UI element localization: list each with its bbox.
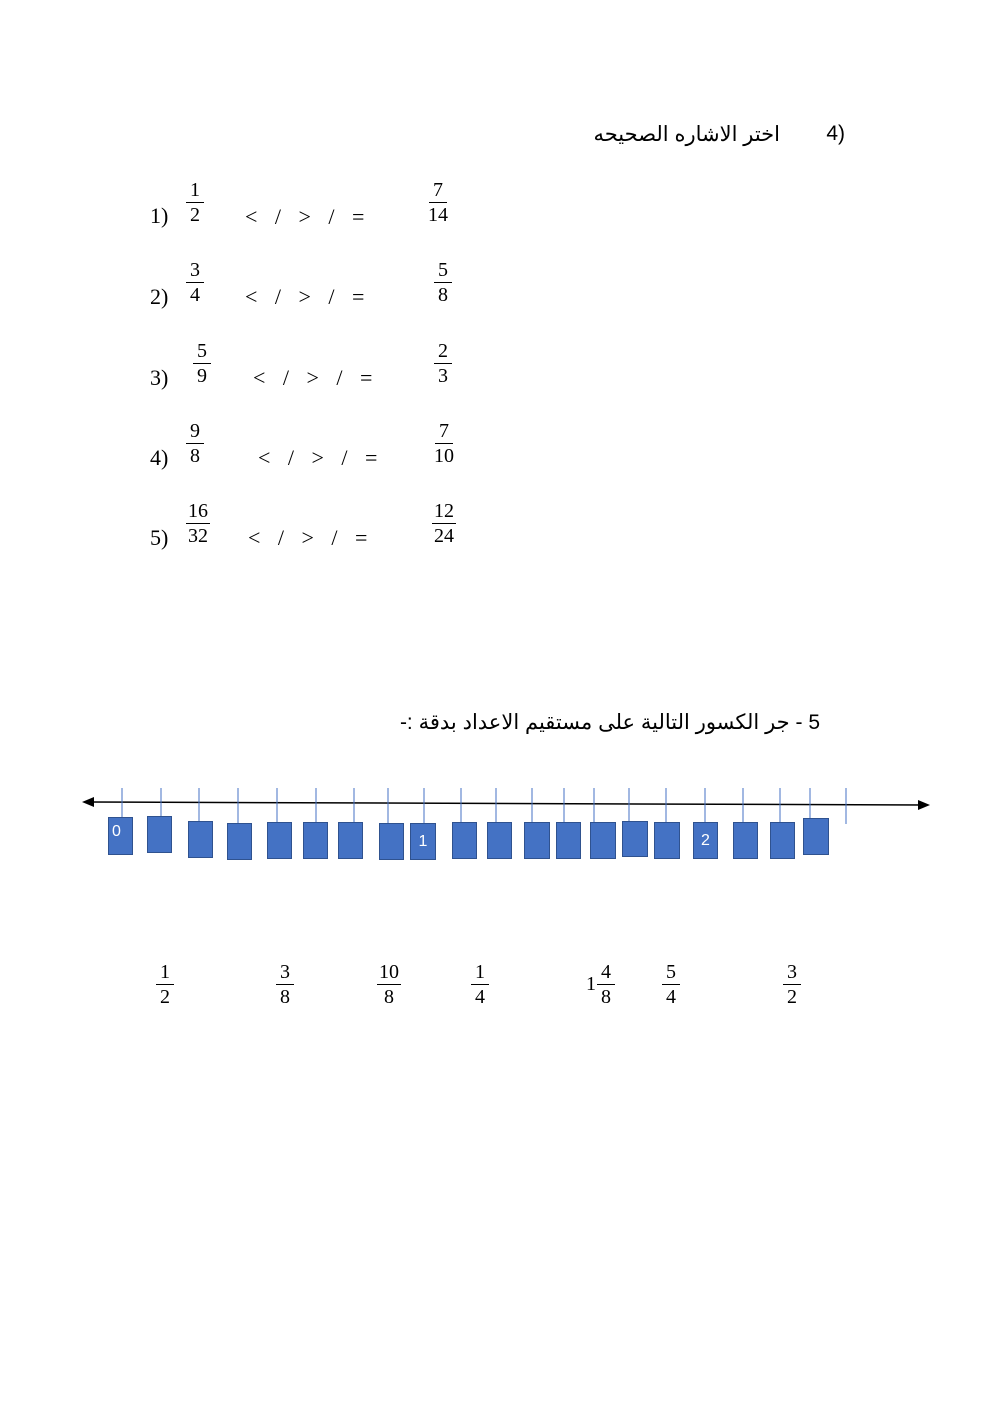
question-4-heading (585, 122, 845, 152)
item-3-left-fraction: $\frac{5}{9}$ (193, 341, 211, 386)
item-1-sign-choices[interactable]: < / > / = (245, 204, 371, 229)
drop-tile-18[interactable] (733, 822, 758, 859)
drop-tile-6[interactable] (303, 822, 328, 859)
drop-tile-9[interactable] (410, 823, 436, 860)
drop-tile-19[interactable] (770, 822, 795, 859)
drop-tile-label: 0 (112, 823, 121, 841)
drop-tile-2[interactable] (147, 816, 172, 853)
drop-tile-15[interactable] (622, 821, 648, 857)
drag-fraction-1-4[interactable]: $\frac{1}{4}$ (471, 962, 489, 1007)
drop-tile-3[interactable] (188, 821, 213, 858)
drag-fraction-1-4-8[interactable]: 1 $\frac{4}{8}$ (586, 962, 615, 1007)
number-line-ticks (122, 788, 846, 824)
item-4-sign-choices[interactable]: < / > / = (258, 445, 384, 470)
drop-tile-11[interactable] (487, 822, 512, 859)
item-3-label: 3) (150, 365, 169, 390)
drop-tile-12[interactable] (524, 822, 550, 859)
drop-tile-label: 2 (701, 831, 710, 849)
item-3-right-fraction: $\frac{2}{3}$ (434, 341, 452, 386)
item-2-sign-choices[interactable]: < / > / = (245, 284, 371, 309)
drag-fraction-10-8[interactable]: $\frac{10}{8}$ (379, 961, 399, 1008)
item-5-sign-choices[interactable]: < / > / = (248, 525, 374, 550)
question-4-number: 4) (826, 122, 845, 145)
right-arrow-icon (918, 800, 930, 810)
drop-tile-1[interactable] (108, 817, 133, 855)
item-3-sign-choices[interactable]: < / > / = (253, 365, 379, 390)
drop-tile-10[interactable] (452, 822, 477, 859)
drop-tile-label: 1 (418, 832, 428, 850)
item-4-left-fraction: $\frac{9}{8}$ (186, 421, 204, 466)
item-5-label: 5) (150, 525, 169, 550)
drop-tile-16[interactable] (654, 822, 680, 859)
item-2-label: 2) (150, 284, 169, 309)
drop-tile-8[interactable] (379, 823, 404, 860)
item-2-right-fraction: $\frac{5}{8}$ (434, 260, 452, 305)
drag-fraction-1-2[interactable]: $\frac{1}{2}$ (156, 962, 174, 1007)
drop-tile-7[interactable] (338, 822, 363, 859)
drag-fraction-3-2[interactable]: $\frac{3}{2}$ (783, 962, 801, 1007)
item-4-right-fraction: $\frac{7}{10}$ (434, 420, 454, 467)
question-4-title: اختر الاشاره الصحيحه (593, 123, 780, 146)
item-1-left-fraction: $\frac{1}{2}$ (186, 180, 204, 225)
drag-fraction-3-8[interactable]: $\frac{3}{8}$ (276, 962, 294, 1007)
drop-tile-5[interactable] (267, 822, 292, 859)
drop-tile-17[interactable] (693, 822, 718, 859)
item-5-right-fraction: $\frac{12}{24}$ (434, 500, 454, 547)
question-5-title: 5 - جر الكسور التالية على مستقيم الاعداد بدقة :- (399, 711, 820, 734)
drop-tile-20[interactable] (803, 818, 829, 855)
drag-fraction-5-4[interactable]: $\frac{5}{4}$ (662, 962, 680, 1007)
item-5-left-fraction: $\frac{16}{32}$ (188, 500, 208, 547)
left-arrow-icon (82, 797, 94, 807)
drop-tile-4[interactable] (227, 823, 252, 860)
drop-tile-13[interactable] (556, 822, 581, 859)
item-1-label: 1) (150, 203, 169, 228)
item-1-right-fraction: $\frac{7}{14}$ (428, 179, 448, 226)
item-4-label: 4) (150, 445, 169, 470)
drop-tile-14[interactable] (590, 822, 616, 859)
item-2-left-fraction: $\frac{3}{4}$ (186, 260, 204, 305)
